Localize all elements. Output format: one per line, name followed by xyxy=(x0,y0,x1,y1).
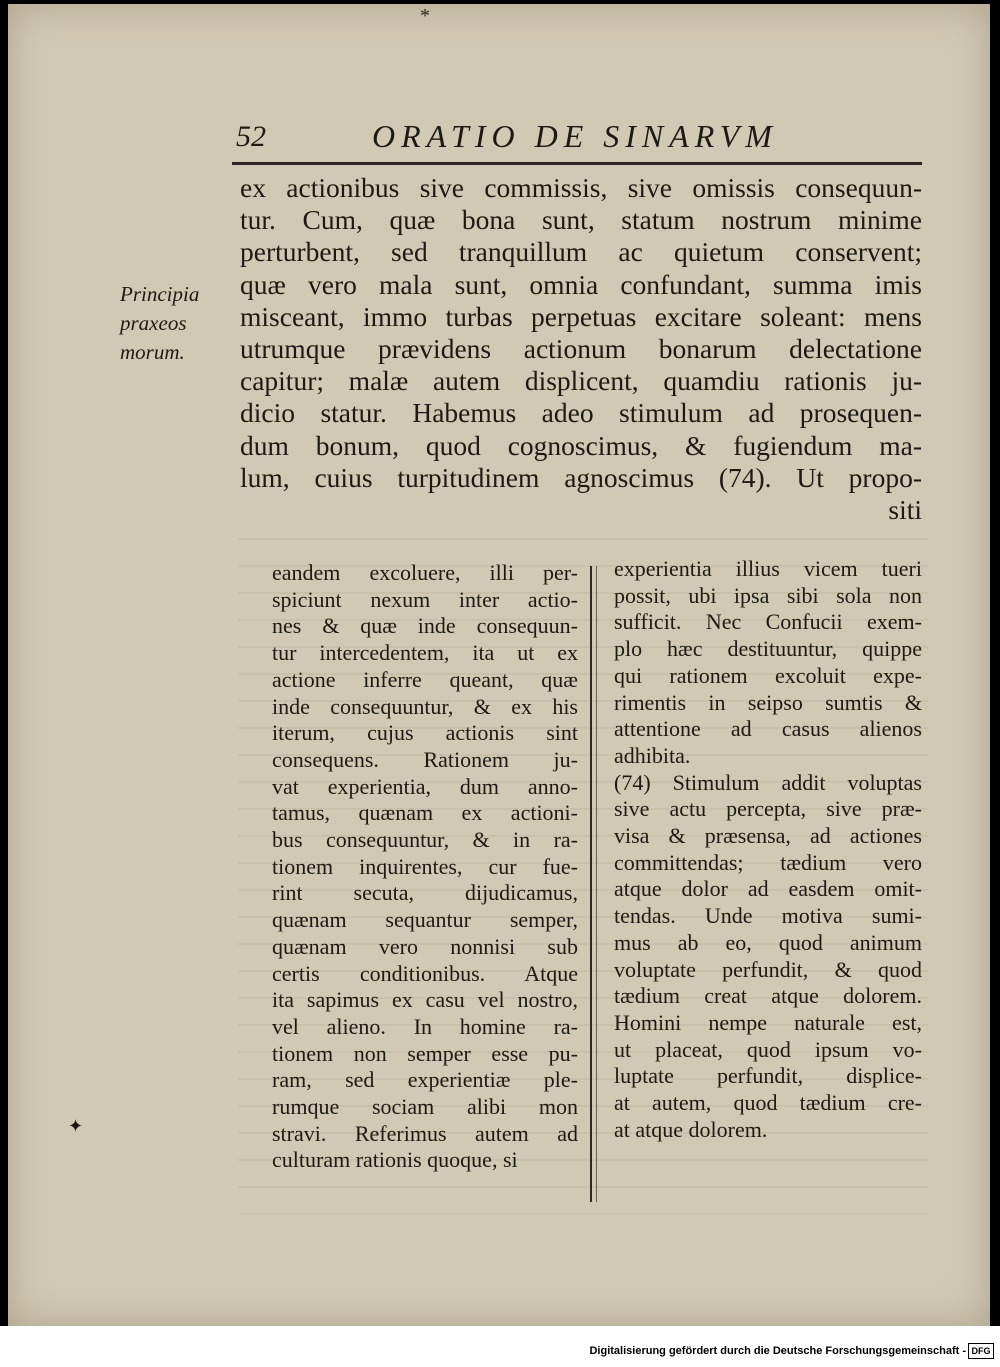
text-line: adhibita. xyxy=(614,742,691,768)
text-line: nes & quæ inde consequun- xyxy=(272,613,578,639)
text-line: voluptate perfundit, & quod xyxy=(614,956,922,982)
margin-note xyxy=(120,280,240,367)
footnote-column-right xyxy=(614,556,922,1143)
digitization-credit: Digitalisierung gefördert durch die Deutsche Forschungsgemeinschaft - xyxy=(589,1345,966,1357)
text-line: consequens. Rationem ju- xyxy=(272,746,578,772)
text-line: certis conditionibus. Atque xyxy=(272,960,578,986)
text-line: utrumque prævidens actionum bonarum delectatione xyxy=(240,333,922,365)
main-text-block xyxy=(240,172,922,526)
text-line: tur intercedentem, ita ut ex xyxy=(272,640,578,666)
text-line: perturbent, sed tranquillum ac quietum conservent; xyxy=(240,236,922,268)
text-line: lum, cuius turpitudinem agnoscimus (74). Ut propo- xyxy=(240,461,922,493)
text-line: vat experientia, dum anno- xyxy=(272,773,578,799)
text-line: capitur; malæ autem displicent, quamdiu rationis ju- xyxy=(240,365,922,397)
running-title: ORATIO DE SINARVM xyxy=(372,118,778,154)
text-line: quænam sequantur semper, xyxy=(272,907,578,933)
text-line: actione inferre queant, quæ xyxy=(272,666,578,692)
text-line: rimentis in seipso sumtis & xyxy=(614,689,922,715)
text-line: dicio statur. Habemus adeo stimulum ad prosequen- xyxy=(240,397,922,429)
text-line: tur. Cum, quæ bona sunt, statum nostrum minime xyxy=(240,204,922,236)
margin-note-line: Principia xyxy=(120,282,200,306)
text-line: Homini nempe naturale est, xyxy=(614,1009,922,1035)
text-line: plo hæc destituuntur, quippe xyxy=(614,636,922,662)
text-line: sive actu percepta, sive præ- xyxy=(614,796,922,822)
text-line: atque dolor ad easdem omit- xyxy=(614,876,922,902)
text-line: tendas. Unde motiva sumi- xyxy=(614,903,922,929)
footnote-74 xyxy=(614,770,922,1144)
text-line: dum bonum, quod cognoscimus, & fugiendum ma- xyxy=(240,429,922,461)
text-line: possit, ubi ipsa sibi sola non xyxy=(614,582,922,608)
text-line: inde consequuntur, & ex his xyxy=(272,693,578,719)
text-line: experientia illius vicem tueri xyxy=(614,556,922,581)
text-line: ex actionibus sive commissis, sive omissis consequun- xyxy=(240,172,922,203)
text-line: culturam rationis quoque, si xyxy=(272,1147,518,1173)
footnote-paragraph xyxy=(614,556,922,770)
text-line: tamus, quænam ex actioni- xyxy=(272,800,578,826)
text-line: attentione ad casus alienos xyxy=(614,716,922,742)
text-line: siti xyxy=(888,494,922,526)
text-line: luptate perfundit, displice- xyxy=(614,1063,922,1089)
text-line: vel alieno. In homine ra- xyxy=(272,1013,578,1039)
text-line: eandem excoluere, illi per- xyxy=(272,560,578,585)
text-line: ram, sed experientiæ ple- xyxy=(272,1067,578,1093)
footnote-column-left xyxy=(272,560,578,1174)
text-line: (74) Stimulum addit voluptas xyxy=(614,769,922,795)
text-line: tionem inquirentes, cur fue- xyxy=(272,853,578,879)
book-page xyxy=(8,4,990,1326)
footer-bar xyxy=(0,1326,1000,1367)
column-rule xyxy=(590,566,592,1202)
text-line: committendas; tædium vero xyxy=(614,849,922,875)
text-line: iterum, cujus actionis sint xyxy=(272,720,578,746)
text-line: tionem non semper esse pu- xyxy=(272,1040,578,1066)
text-line: quæ vero mala sunt, omnia confundant, summa imis xyxy=(240,268,922,300)
page-header xyxy=(232,116,922,165)
text-line: stravi. Referimus autem ad xyxy=(272,1120,578,1146)
margin-note-line: praxeos xyxy=(120,311,187,335)
text-line: misceant, immo turbas perpetuas excitare soleant: mens xyxy=(240,300,922,332)
column-rule-shadow xyxy=(596,566,597,1202)
text-line: tædium creat atque dolorem. xyxy=(614,983,922,1009)
text-line: mus ab eo, quod animum xyxy=(614,929,922,955)
page-stain-mark: ✦ xyxy=(68,1116,84,1136)
text-line: at atque dolorem. xyxy=(614,1116,768,1142)
text-line: rumque sociam alibi mon xyxy=(272,1094,578,1120)
text-line: rint secuta, dijudicamus, xyxy=(272,880,578,906)
margin-note-line: morum. xyxy=(120,340,185,364)
text-line: quænam vero nonnisi sub xyxy=(272,933,578,959)
text-line: bus consequuntur, & in ra- xyxy=(272,827,578,853)
text-line: qui rationem excoluit expe- xyxy=(614,662,922,688)
page-number: 52 xyxy=(236,120,266,153)
text-line: visa & præsensa, ad actiones xyxy=(614,823,922,849)
catch-mark: * xyxy=(420,5,430,27)
text-line: ita sapimus ex casu vel nostro, xyxy=(272,987,578,1013)
text-line: at autem, quod tædium cre- xyxy=(614,1090,922,1116)
text-line: sufficit. Nec Confucii exem- xyxy=(614,609,922,635)
text-line: spiciunt nexum inter actio- xyxy=(272,586,578,612)
dfg-logo: DFG xyxy=(968,1343,994,1359)
text-line: ut placeat, quod ipsum vo- xyxy=(614,1036,922,1062)
